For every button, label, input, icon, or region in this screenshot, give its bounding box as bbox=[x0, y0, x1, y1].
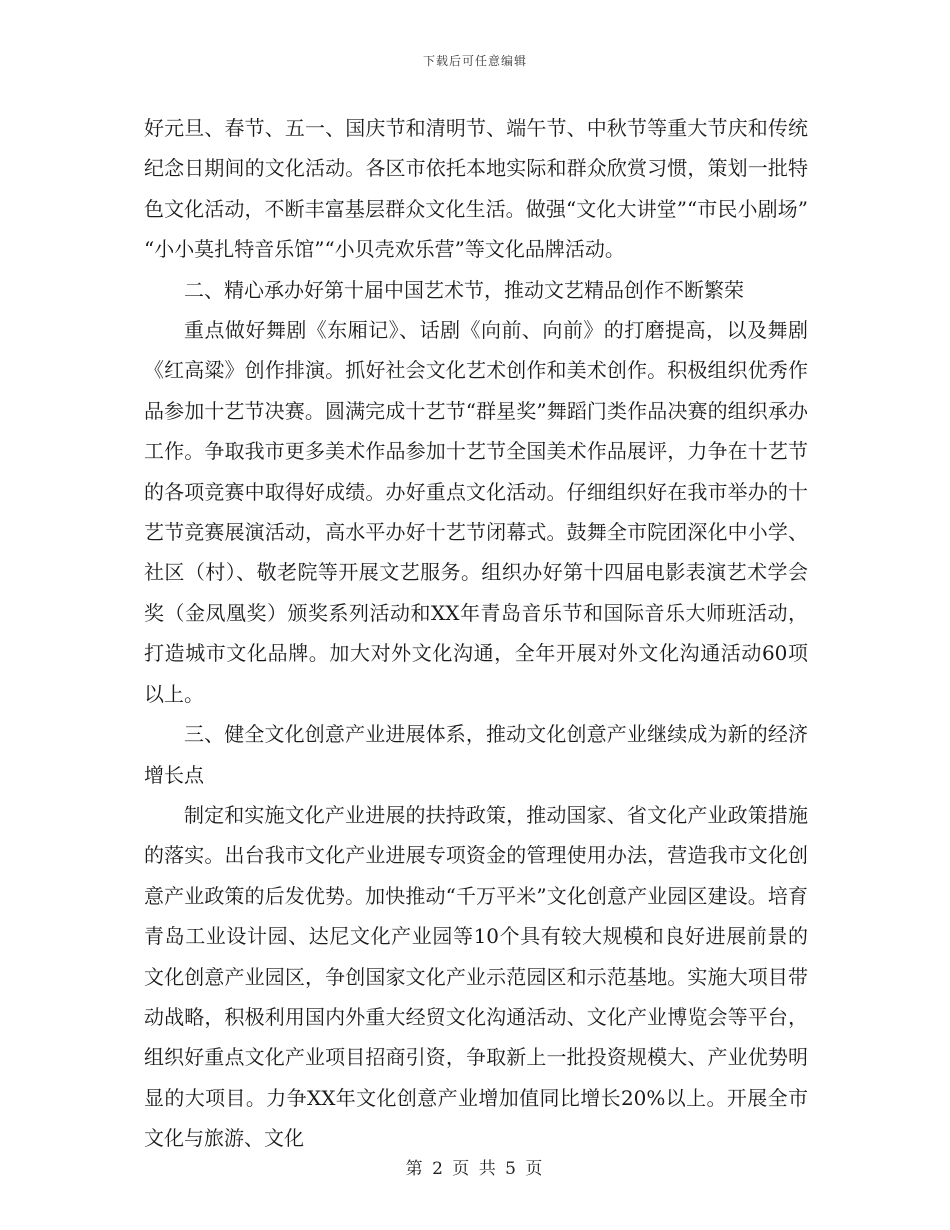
section-heading-2: 二、精心承办好第十届中国艺术节，推动文艺精品创作不断繁荣 bbox=[184, 277, 744, 302]
section-heading-3: 三、健全文化创意产业进展体系，推动文化创意产业继续成为新的经济增长点 bbox=[144, 722, 808, 787]
paragraph-3: 制定和实施文化产业进展的扶持政策，推动国家、省文化产业政策措施的落实。出台我市文化产业进展专项资金的管理使用办法，营造我市文化创意产业政策的后发优势。加快推动“千万平米”文化创意产业园区建设。培育青岛工业设计园、达尼文化产业园等10个具有较大规模和良好进展前景的文化创意产业园区，争创国家文化产业示范园区和示范基地。实施大项目带动战略，积极利用国内外重大经贸文化沟通活动、文化产业博览会等平台，组织好重点文化产业项目招商引资，争取新上一批投资规模大、产业优势明显的大项目。力争XX年文化创意产业增加值同比增长20%以上。开展全市文化与旅游、文化 bbox=[144, 802, 808, 1151]
document-body bbox=[144, 108, 808, 1159]
paragraph-2: 重点做好舞剧《东厢记》、话剧《向前、向前》的打磨提高，以及舞剧《红高粱》创作排演。抓好社会文化艺术创作和美术创作。积极组织优秀作品参加十艺节决赛。圆满完成十艺节“群星奖”舞蹈门类作品决赛的组织承办工作。争取我市更多美术作品参加十艺节全国美术作品展评，力争在十艺节的各项竞赛中取得好成绩。办好重点文化活动。仔细组织好在我市举办的十艺节竞赛展演活动，高水平办好十艺节闭幕式。鼓舞全市院团深化中小学、社区（村）、敬老院等开展文艺服务。组织办好第十四届电影表演艺术学会奖（金凤凰奖）颁奖系列活动和XX年青岛音乐节和国际音乐大师班活动，打造城市文化品牌。加大对外文化沟通，全年开展对外文化沟通活动60项以上。 bbox=[144, 318, 808, 706]
page-number: 第 2 页 共 5 页 bbox=[405, 1159, 545, 1179]
page-header-note: 下载后可任意编辑 bbox=[422, 54, 527, 68]
paragraph-1: 好元旦、春节、五一、国庆节和清明节、端午节、中秋节等重大节庆和传统纪念日期间的文化活动。各区市依托本地实际和群众欣赏习惯，策划一批特色文化活动，不断丰富基层群众文化生活。做强“文化大讲堂”“市民小剧场” “小小莫扎特音乐馆”“小贝壳欢乐营”等文化品牌活动。 bbox=[144, 116, 808, 262]
